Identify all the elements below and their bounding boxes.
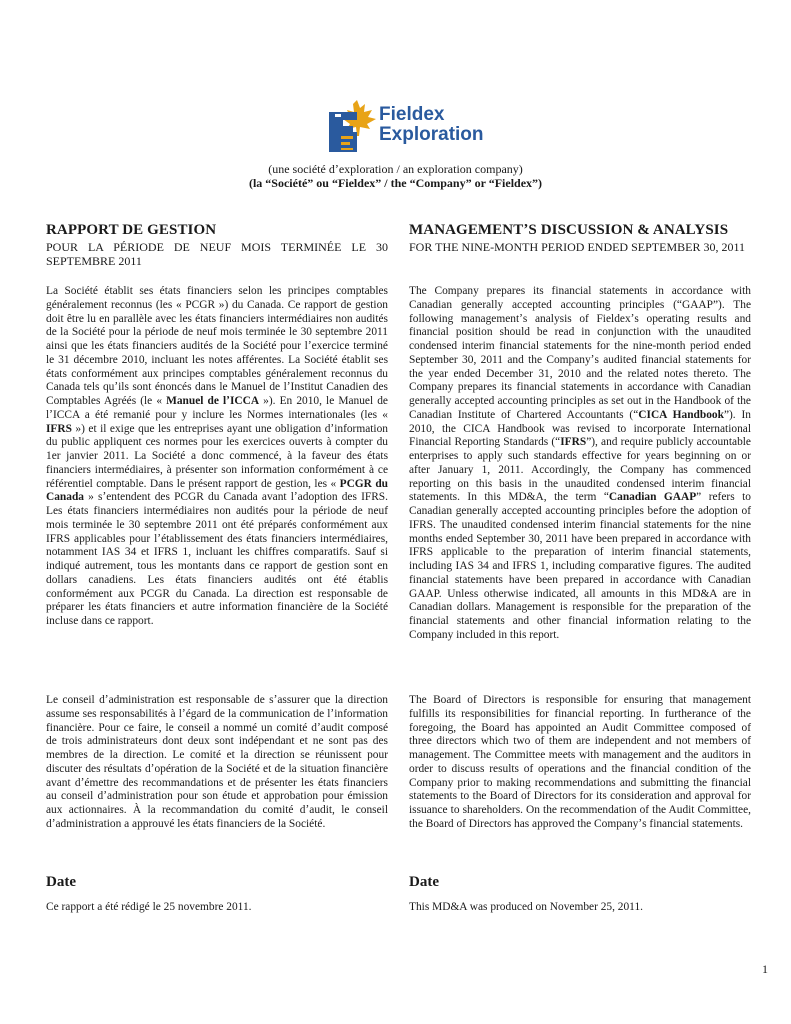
french-column [46, 222, 388, 913]
text-run: The Company prepares its financial statements in accordance with Canadian generally accepted accounting principles (“GAAP”). The following managementʼs analysis of Fieldexʼs operating results and financial position should be read in conjunction with the unaudited condensed interim financial statements for the nine-month period ended September 30, 2011 and the Companyʼs audited financial statements for the year ended December 31, 2010 and the related notes thereto. The Company prepares its financial statements in accordance with Canadian generally accepted accounting principles as set out in the Handbook of the Canadian Institute of Chartered Accountants (“ [409, 285, 751, 421]
company-subtitle [0, 162, 791, 190]
company-logo [327, 96, 502, 156]
english-column [409, 222, 751, 913]
text-run: ”), and require publicly accountable enterprises to apply such standards effective for years beginning on or after January 1, 2011. Accordingly, the Company has commenced reporting on this basis in the unaudited condensed interim financial statements. In this MD&A, the term “ [409, 436, 751, 504]
french-paragraph-1 [46, 285, 388, 629]
english-period: FOR THE NINE-MONTH PERIOD ENDED SEPTEMBER 30, 2011 [409, 240, 745, 254]
english-paragraph-1 [409, 285, 751, 643]
bold-term: IFRS [560, 436, 587, 449]
fieldex-logo-mark-icon [327, 98, 377, 154]
logo-name-line1: Fieldex [379, 104, 445, 125]
text-run: ») et il exige que les entreprises ayant une obligation dʼinformation du public appliquent ces normes pour les exercices ouverts à compter du 1er janvier 2011. La Société a donc commencé, à la faveur des états financiers intermédiaires, à présenter son information conformément à ce référentiel comptable. Dans le présent rapport de gestion, les « [46, 422, 388, 490]
bold-term: Canadian GAAP [608, 491, 697, 504]
subtitle-line2: (la “Société” ou “Fieldex” / the “Company” or “Fieldex”) [248, 176, 543, 190]
bold-term: Manuel de lʼICCA [166, 395, 260, 407]
french-paragraph-2: Le conseil dʼadministration est responsable de sʼassurer que la direction assume ses responsabilités à lʼégard de la communication de lʼinformation financière. Pour ce faire, le conseil a nommé un comité dʼaudit composé de trois administrateurs dont deux sont indépendant et ne sont pas des membres de la direction. Le comité et la direction se réunissent pour discuter des résultats dʼopération de la Société et de la situation financière avant dʼémettre des recommandations et de présenter les états financiers au conseil dʼadministration pour son étude et approbation pour émission aux actionnaires. À la recommandation du comité dʼaudit, le conseil dʼadministration a approuvé les états financiers de la Société. [46, 694, 388, 830]
french-period: POUR LA PÉRIODE DE NEUF MOIS TERMINÉE LE 30 SEPTEMBRE 2011 [46, 240, 388, 268]
text-run: La Société établit ses états financiers selon les principes comptables généralement reconnus (les « PCGR ») du Canada. Ce rapport de gestion doit être lu en parallèle avec les états financiers intermédiaires non audités de la Société pour la période de neuf mois terminée le 30 septembre 2011 ainsi que les états financiers audités de la Société pour lʼexercice terminé le 31 décembre 2010, incluant les notes afférentes. La Société établit ses états conformément aux principes comptables généralement reconnus du Canada tels quʼils sont énoncés dans le Manuel de lʼInstitut Canadien des Comptables Agréés (le « [46, 285, 388, 407]
french-heading: RAPPORT DE GESTION [46, 222, 217, 238]
french-date-text: Ce rapport a été rédigé le 25 novembre 2011. [46, 901, 252, 913]
english-heading: MANAGEMENTʼS DISCUSSION & ANALYSIS [409, 222, 729, 238]
bold-term: CICA Handbook [638, 408, 724, 421]
english-date-text: This MD&A was produced on November 25, 2011. [409, 901, 644, 913]
logo-name-line2: Exploration [379, 124, 484, 145]
bold-term: IFRS [46, 422, 72, 435]
french-date-heading: Date [46, 874, 76, 890]
text-run: » sʼentendent des PCGR du Canada avant lʼadoption des IFRS. Les états financiers intermédiaires non audités pour la période de neuf mois terminée le 30 septembre 2011 ont été préparés conformément aux IFRS applicables pour lʼétablissement des états financiers intermédiaires, notamment IAS 34 et IFRS 1, incluant les chiffres comparatifs. Sauf si indiqué autrement, tous les montants dans ce rapport de gestion sont en dollars canadiens. Les états financiers audités ont été établis conformément aux PCGR du Canada. La direction est responsable de préparer les états financiers et autre information financière de la Société incluse dans ce rapport. [46, 491, 388, 627]
text-run: ”). In 2010, the CICA Handbook was revised to incorporate International Financial Reporting Standards (“ [409, 408, 751, 449]
text-run: »). En 2010, le Manuel de lʼICCA a été remanié pour y inclure les Normes internationales (les « [46, 395, 388, 421]
logo-wordmark [379, 105, 484, 145]
english-date-heading: Date [409, 874, 439, 890]
subtitle-line1: (une société dʼexploration / an exploration company) [268, 162, 523, 176]
text-run: ” refers to Canadian generally accepted accounting principles before the adoption of IFRS. The unaudited condensed interim financial statements for the nine months ended September 30, 2011 have been prepared in accordance with IFRS applicable to the preparation of interim financial statements, including IAS 34 and IFRS 1, including comparative figures. The audited financial statements have been prepared in accordance with Canadian GAAP. Unless otherwise indicated, all amounts in this MD&A are in Canadian dollars. Management is responsible for the preparation of the financial statements and other financial information relating to the Company included in this report. [409, 491, 751, 641]
page-number: 1 [762, 962, 768, 976]
english-paragraph-2: The Board of Directors is responsible for ensuring that management fulfills its responsibilities for financial reporting. In furtherance of the foregoing, the Board has appointed an Audit Committee composed of three directors which two of them are independent and not members of management. The Committee meets with management and the auditors in order to discuss results of operations and the financial condition of the Company prior to making recommendations and submitting the financial statements to the Board of Directors for its consideration and approval for issuance to shareholders. On the recommendation of the Audit Committee, the Board of Directors has approved the Companyʼs financial statements. [409, 694, 751, 830]
bold-term: PCGR du Canada [46, 477, 388, 504]
